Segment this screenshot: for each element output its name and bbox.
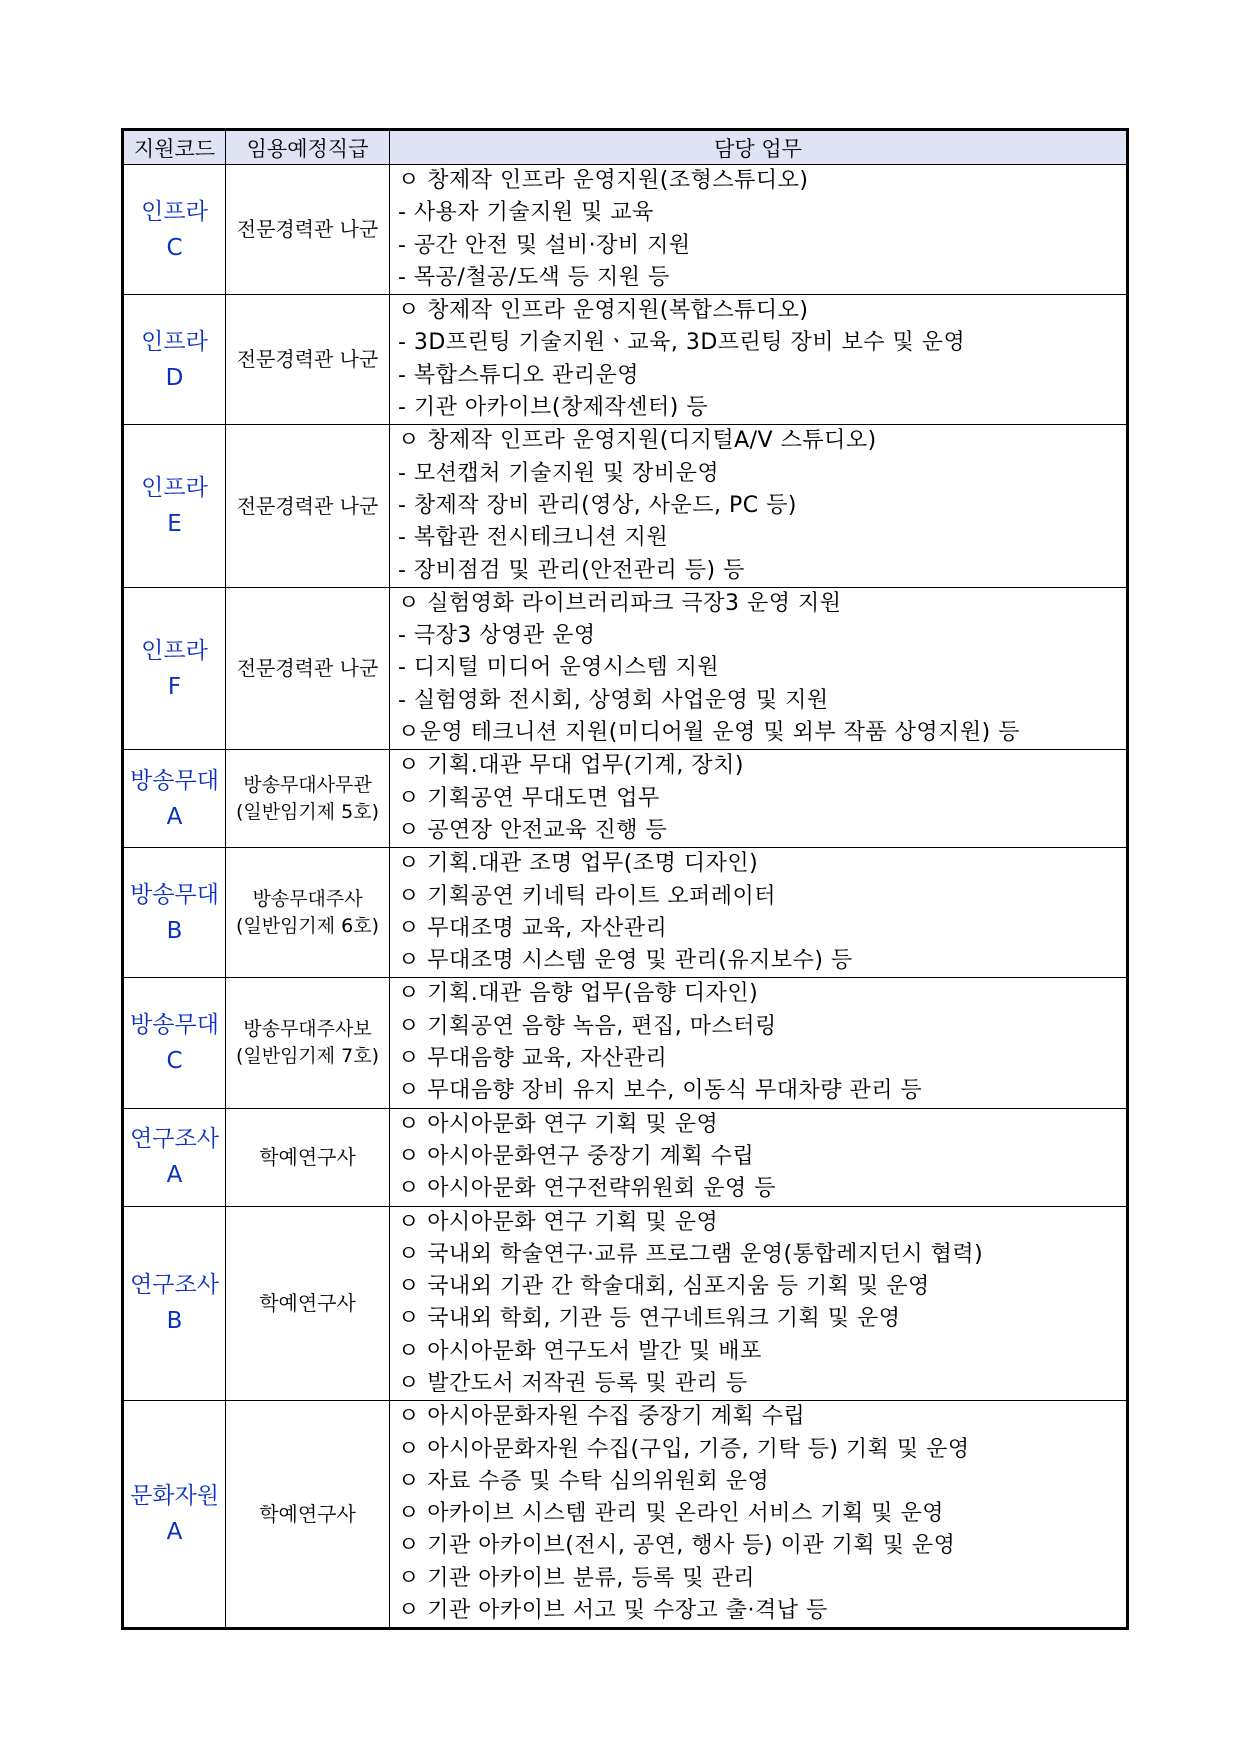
duty-item: ㅇ 기획.대관 무대 업무(기계, 장치)	[398, 753, 744, 779]
duty-item: - 목공/철공/도색 등 지원 등	[398, 264, 670, 290]
duty-item: ㅇ 창제작 인프라 운영지원(조형스튜디오)	[398, 168, 809, 193]
duty-item: ㅇ 기관 아카이브 서고 및 수장고 출·격납 등	[398, 1598, 828, 1624]
grade-cell	[226, 425, 390, 587]
duty-item: - 실험영화 전시회, 상영회 사업운영 및 지원	[398, 687, 829, 713]
table-row	[123, 295, 1128, 425]
table-row	[123, 848, 1128, 978]
support-code-text: 문화자원	[130, 1483, 219, 1510]
grade-text: 전문경력관 나군	[236, 217, 379, 242]
duties-cell	[390, 1206, 1128, 1401]
support-code-text: 연구조사	[130, 1272, 219, 1299]
support-code-text: 인프라	[141, 328, 208, 355]
duties-cell	[390, 750, 1128, 848]
duty-item: ㅇ 무대조명 교육, 자산관리	[398, 915, 668, 941]
grade-cell	[226, 165, 390, 295]
duty-item: ㅇ 무대조명 시스템 운영 및 관리(유지보수) 등	[398, 948, 853, 974]
duty-item: ㅇ 국내외 기관 간 학술대회, 심포지움 등 기획 및 운영	[398, 1274, 930, 1300]
header-duties: 담당 업무	[390, 130, 1128, 165]
duty-item: ㅇ 기획.대관 조명 업무(조명 디자인)	[398, 851, 759, 877]
table-row	[123, 978, 1128, 1108]
duties-cell	[390, 978, 1128, 1108]
support-code-text: 연구조사	[130, 1126, 219, 1153]
support-code-text: B	[166, 917, 183, 944]
duty-item: ㅇ 기관 아카이브 분류, 등록 및 관리	[398, 1565, 755, 1591]
duty-item: ㅇ 아시아문화자원 수집 중장기 계획 수립	[398, 1404, 806, 1430]
duty-item: - 사용자 기술지원 및 교육	[398, 200, 654, 226]
duty-item: - 복합관 전시테크니션 지원	[398, 525, 669, 551]
duties-cell	[390, 165, 1128, 295]
support-code-cell	[123, 295, 226, 425]
duty-item: ㅇ 아시아문화 연구도서 발간 및 배포	[398, 1338, 762, 1364]
grade-text: 학예연구사	[259, 1501, 356, 1526]
support-code-cell	[123, 1206, 226, 1401]
duties-cell	[390, 587, 1128, 749]
duty-item: ㅇ 아시아문화자원 수집(구입, 기증, 기탁 등) 기획 및 운영	[398, 1436, 970, 1462]
duty-item: ㅇ 창제작 인프라 운영지원(복합스튜디오)	[398, 298, 809, 324]
duty-item: ㅇ 자료 수증 및 수탁 심의위원회 운영	[398, 1468, 770, 1494]
support-code-text: 인프라	[141, 637, 208, 664]
duty-item: ㅇ운영 테크니션 지원(미디어월 운영 및 외부 작품 상영지원) 등	[398, 720, 1020, 746]
duty-item: - 극장3 상영관 운영	[398, 623, 596, 649]
grade-text: (일반임기제 6호)	[235, 914, 380, 937]
duties-cell	[390, 295, 1128, 425]
table-row	[123, 587, 1128, 749]
support-code-text: F	[167, 673, 182, 700]
support-code-text: C	[166, 1048, 183, 1075]
support-code-text: C	[166, 234, 183, 261]
grade-text: 학예연구사	[259, 1290, 356, 1315]
table-row	[123, 1206, 1128, 1401]
duty-item: - 창제작 장비 관리(영상, 사운드, PC 등)	[398, 492, 797, 518]
grade-text: 전문경력관 나군	[236, 493, 379, 518]
duty-item: ㅇ 공연장 안전교육 진행 등	[398, 817, 668, 843]
support-code-cell	[123, 750, 226, 848]
header-grade: 임용예정직급	[226, 130, 390, 165]
support-code-text: D	[165, 364, 184, 391]
table-row	[123, 165, 1128, 295]
grade-text: 방송무대주사보	[243, 1018, 372, 1041]
grade-cell	[226, 1108, 390, 1206]
duty-item: ㅇ 국내외 학회, 기관 등 연구네트워크 기획 및 운영	[398, 1306, 901, 1332]
duty-item: ㅇ 발간도서 저작권 등록 및 관리 등	[398, 1370, 748, 1396]
support-code-cell	[123, 425, 226, 587]
support-code-text: 방송무대	[130, 881, 219, 908]
table-body	[123, 165, 1128, 1629]
support-code-text: 인프라	[141, 475, 208, 502]
table-row	[123, 750, 1128, 848]
duty-item: - 디지털 미디어 운영시스템 지원	[398, 655, 720, 681]
duty-item: ㅇ 실험영화 라이브러리파크 극장3 운영 지원	[398, 590, 842, 616]
grade-text: (일반임기제 7호)	[235, 1045, 380, 1068]
duty-item: ㅇ 아시아문화연구 중장기 계획 수립	[398, 1143, 755, 1169]
grade-text: (일반임기제 5호)	[235, 800, 380, 823]
support-code-text: B	[166, 1308, 183, 1335]
table-row	[123, 1401, 1128, 1629]
duties-cell	[390, 848, 1128, 978]
table-row	[123, 425, 1128, 587]
support-code-cell	[123, 978, 226, 1108]
grade-text: 방송무대사무관	[243, 773, 372, 796]
duty-item: ㅇ 국내외 학술연구·교류 프로그램 운영(통합레지던시 협력)	[398, 1241, 984, 1267]
duty-item: ㅇ 창제작 인프라 운영지원(디지털A/V 스튜디오)	[398, 428, 877, 454]
duty-item: ㅇ 기획공연 음향 녹음, 편집, 마스터링	[398, 1013, 777, 1039]
duties-cell	[390, 425, 1128, 587]
duty-item: - 복합스튜디오 관리운영	[398, 362, 639, 388]
support-code-cell	[123, 1108, 226, 1206]
duty-item: - 3D프린팅 기술지원ㆍ교육, 3D프린팅 장비 보수 및 운영	[398, 330, 966, 356]
grade-cell	[226, 1401, 390, 1629]
duty-item: ㅇ 아시아문화 연구 기획 및 운영	[398, 1111, 719, 1137]
header-code: 지원코드	[123, 130, 226, 165]
duty-item: ㅇ 기획.대관 음향 업무(음향 디자인)	[398, 981, 759, 1007]
duty-item: ㅇ 아시아문화 연구 기획 및 운영	[398, 1209, 719, 1235]
support-code-text: 방송무대	[130, 767, 219, 794]
support-code-text: A	[166, 803, 183, 830]
support-code-text: A	[166, 1162, 183, 1189]
duties-cell	[390, 1401, 1128, 1629]
duty-item: - 공간 안전 및 설비·장비 지원	[398, 232, 691, 258]
duty-item: - 모션캡처 기술지원 및 장비운영	[398, 460, 720, 486]
grade-cell	[226, 1206, 390, 1401]
grade-text: 전문경력관 나군	[236, 656, 379, 681]
grade-cell	[226, 750, 390, 848]
support-code-text: E	[167, 511, 182, 538]
duty-item: ㅇ 무대음향 장비 유지 보수, 이동식 무대차량 관리 등	[398, 1078, 923, 1104]
support-code-cell	[123, 165, 226, 295]
duty-item: - 기관 아카이브(창제작센터) 등	[398, 395, 709, 421]
duty-item: ㅇ 무대음향 교육, 자산관리	[398, 1046, 668, 1072]
grade-text: 방송무대주사	[252, 887, 363, 910]
duty-item: ㅇ 기관 아카이브(전시, 공연, 행사 등) 이관 기획 및 운영	[398, 1533, 956, 1559]
duty-item: ㅇ 아시아문화 연구전략위원회 운영 등	[398, 1176, 777, 1202]
support-code-cell	[123, 587, 226, 749]
grade-text: 학예연구사	[259, 1144, 356, 1169]
grade-cell	[226, 295, 390, 425]
grade-cell	[226, 587, 390, 749]
duty-item: ㅇ 기획공연 무대도면 업무	[398, 785, 660, 811]
support-code-text: A	[166, 1519, 183, 1546]
table-row	[123, 1108, 1128, 1206]
duties-cell	[390, 1108, 1128, 1206]
support-code-cell	[123, 848, 226, 978]
duty-item: ㅇ 아카이브 시스템 관리 및 온라인 서비스 기획 및 운영	[398, 1501, 944, 1527]
duty-item: ㅇ 기획공연 키네틱 라이트 오퍼레이터	[398, 883, 777, 909]
support-code-text: 방송무대	[130, 1012, 219, 1039]
table-header-row	[123, 130, 1128, 165]
support-code-text: 인프라	[141, 198, 208, 225]
duty-item: - 장비점검 및 관리(안전관리 등) 등	[398, 557, 745, 583]
support-code-cell	[123, 1401, 226, 1629]
job-duties-table	[121, 128, 1129, 1630]
grade-cell	[226, 978, 390, 1108]
grade-cell	[226, 848, 390, 978]
grade-text: 전문경력관 나군	[236, 347, 379, 372]
